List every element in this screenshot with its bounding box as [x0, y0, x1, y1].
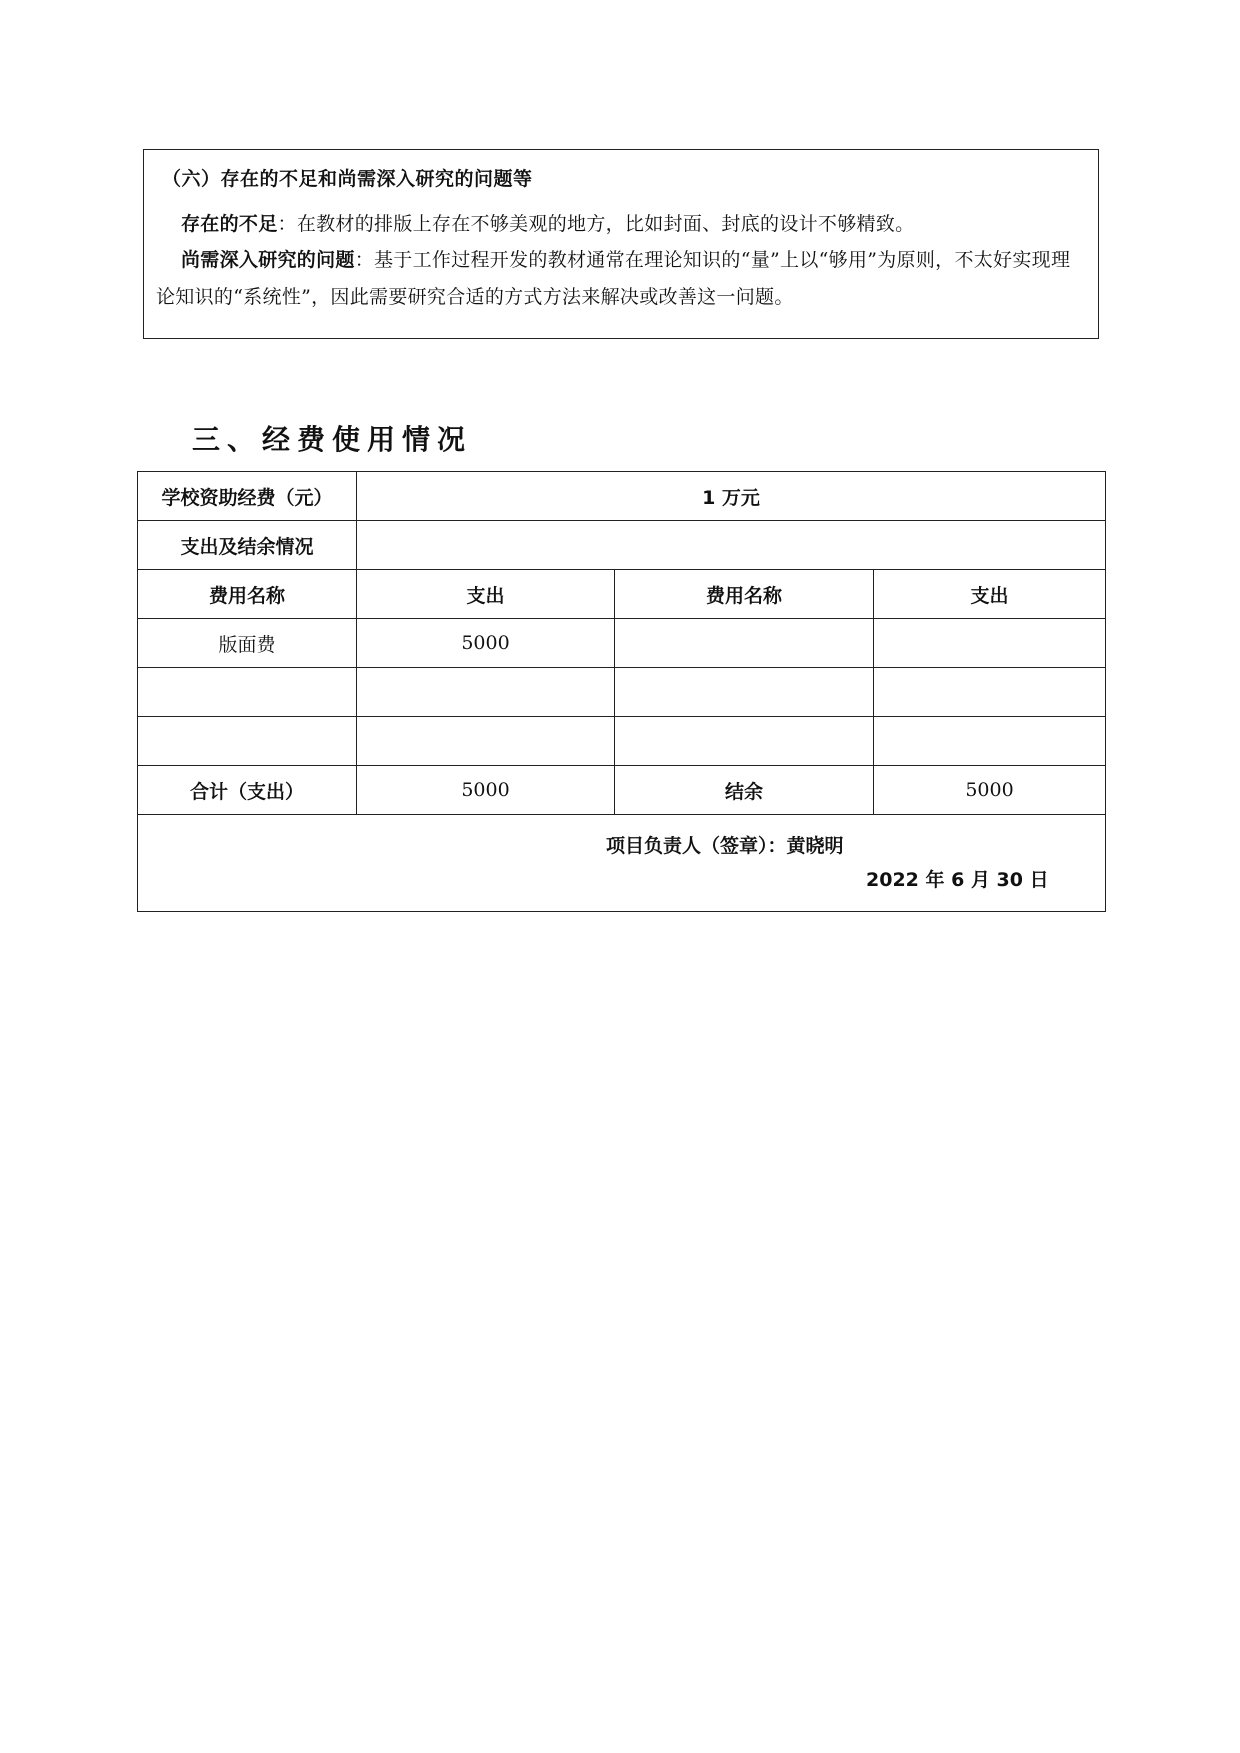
- table-cell: [138, 668, 357, 717]
- table-cell: 版面费: [138, 619, 357, 668]
- table-row: [138, 717, 1106, 766]
- shortcoming-paragraph: [156, 206, 1088, 243]
- signature-row: [138, 815, 1106, 912]
- expense-balance-value: [357, 521, 1106, 570]
- table-row: [138, 472, 1106, 521]
- balance-value: 5000: [874, 766, 1106, 815]
- header-expense-amount: 支出: [874, 570, 1106, 619]
- fund-usage-table: [137, 471, 1106, 912]
- table-cell: [138, 717, 357, 766]
- signature-date: 2022 年 6 月 30 日: [866, 869, 1049, 891]
- header-expense-name: 费用名称: [615, 570, 874, 619]
- header-expense-amount: 支出: [357, 570, 615, 619]
- table-cell: [615, 717, 874, 766]
- table-cell: 5000: [357, 619, 615, 668]
- expense-balance-label: 支出及结余情况: [138, 521, 357, 570]
- total-value: 5000: [357, 766, 615, 815]
- shortcomings-section: [143, 149, 1099, 339]
- table-cell: [357, 717, 615, 766]
- header-expense-name: 费用名称: [138, 570, 357, 619]
- table-cell: [615, 619, 874, 668]
- signature-line: [606, 831, 844, 858]
- table-cell: [874, 619, 1106, 668]
- table-row: [138, 668, 1106, 717]
- table-cell: [874, 668, 1106, 717]
- section-title: 三、经费使用情况: [192, 423, 473, 456]
- total-row: [138, 766, 1106, 815]
- table-cell: [357, 668, 615, 717]
- shortcomings-heading: （六）存在的不足和尚需深入研究的问题等: [162, 168, 533, 190]
- research-text: ：基于工作过程开发的教材通常在理论知识的“量”上以“够用”为原则，不太好实现理论知识的“系统性”，因此需要研究合适的方式方法来解决或改善这一问题。: [156, 249, 1071, 308]
- table-row: [138, 619, 1106, 668]
- signature-cell: [138, 815, 1106, 912]
- school-funding-label: 学校资助经费（元）: [138, 472, 357, 521]
- balance-label: 结余: [615, 766, 874, 815]
- signer-label: 项目负责人（签章）：: [606, 835, 787, 857]
- table-cell: [615, 668, 874, 717]
- table-cell: [874, 717, 1106, 766]
- research-label: 尚需深入研究的问题: [181, 249, 355, 271]
- signer-name: 黄晓明: [786, 835, 844, 857]
- total-label: 合计（支出）: [138, 766, 357, 815]
- shortcoming-label: 存在的不足: [181, 213, 278, 235]
- shortcoming-text: ：在教材的排版上存在不够美观的地方，比如封面、封底的设计不够精致。: [277, 213, 915, 235]
- table-header-row: [138, 570, 1106, 619]
- school-funding-value: 1 万元: [357, 472, 1106, 521]
- table-row: [138, 521, 1106, 570]
- research-paragraph: [156, 242, 1088, 316]
